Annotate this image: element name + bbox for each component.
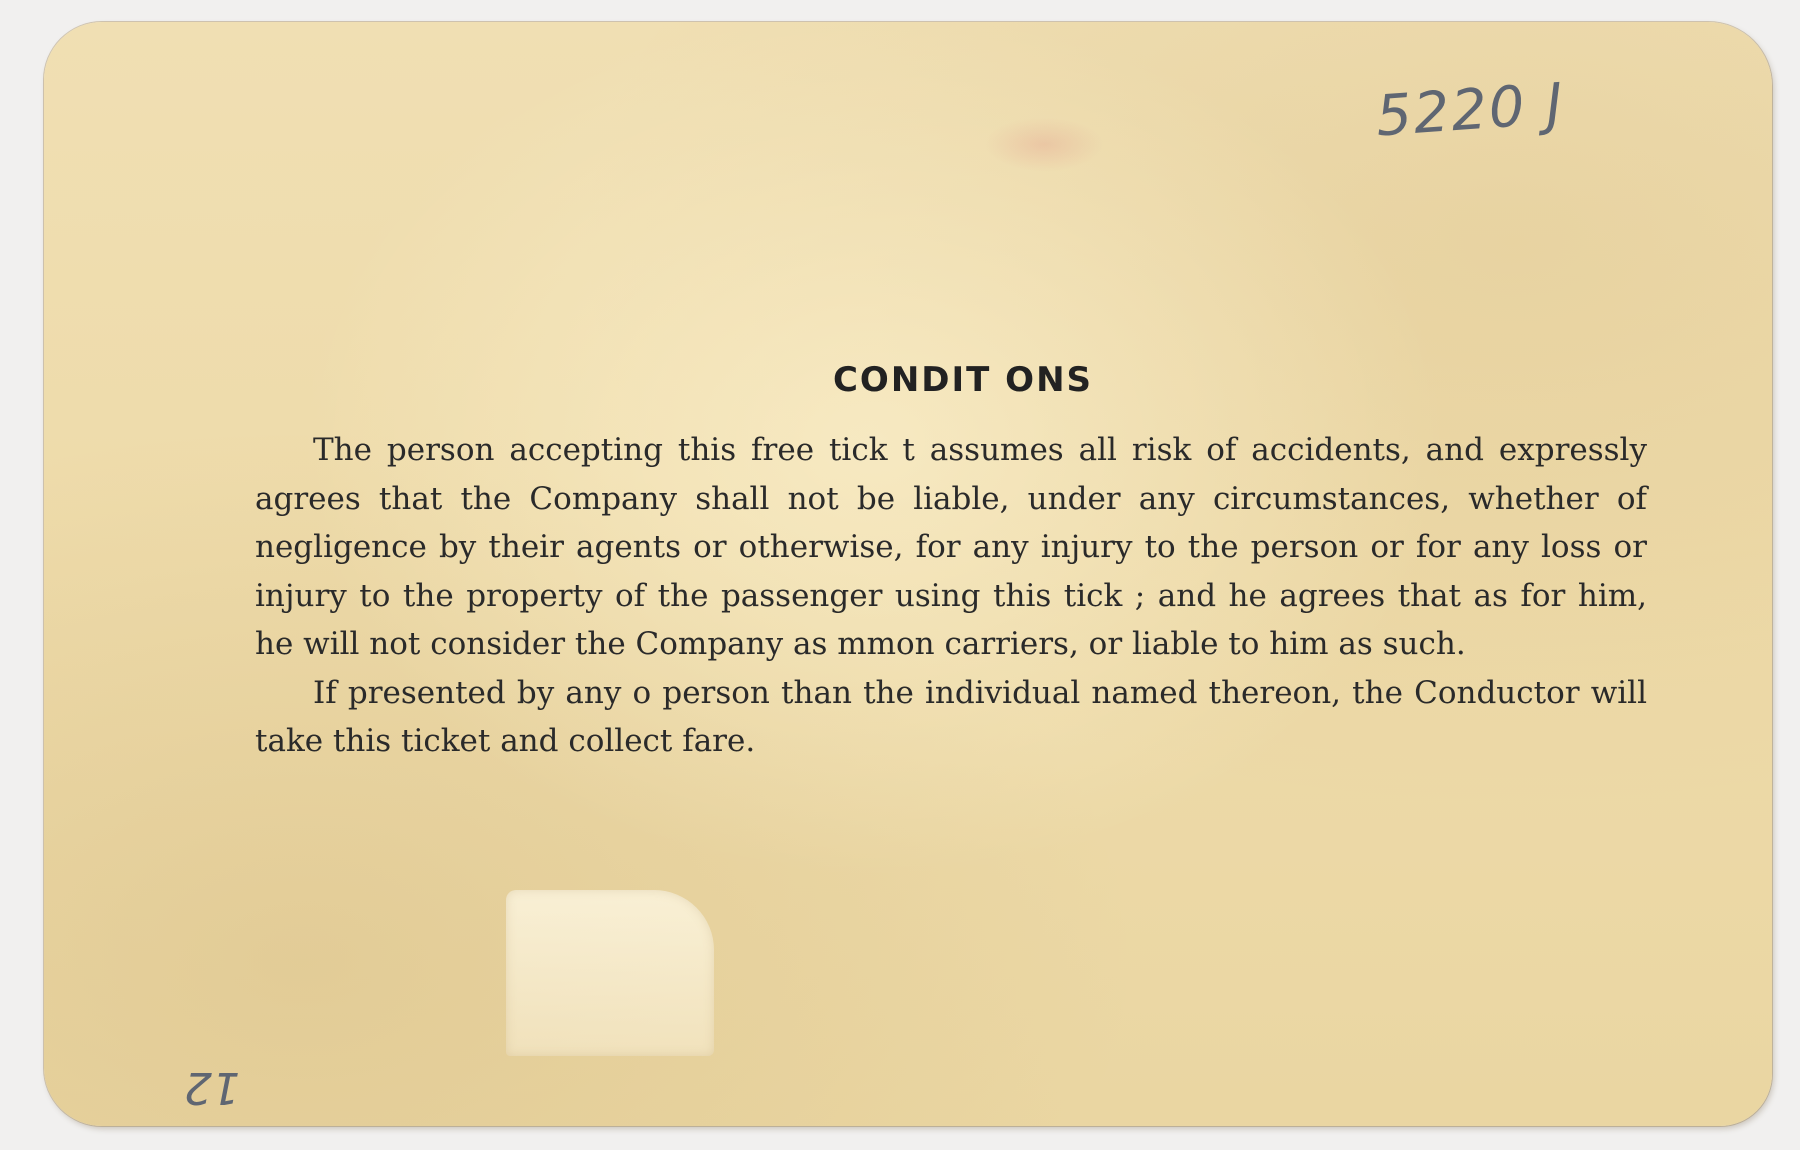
paper-scuff	[506, 890, 714, 1056]
ticket-card	[44, 22, 1772, 1126]
conditions-body	[255, 426, 1647, 766]
conditions-paragraph-2: If presented by any o person than the individual named thereon, the Conductor will take this ticket and collect fare.	[255, 674, 1647, 759]
conditions-title: CONDIT ONS	[832, 360, 1094, 400]
ink-smudge	[984, 117, 1104, 172]
handwritten-number: 5220 J	[1373, 71, 1567, 150]
conditions-paragraph-1: The person accepting this free tick t assumes all risk of accidents, and expressly agrees that the Company shall not be liable, under any circumstances, whether of negligence by their agents or otherwise, for any injury to the person or for any loss or injury to the property of the passenger using this tick ; and he agrees that as for him, he will not consider the Company as mmon carriers, or liable to him as such.	[255, 432, 1647, 662]
handwritten-corner-mark: 12	[184, 1062, 240, 1113]
